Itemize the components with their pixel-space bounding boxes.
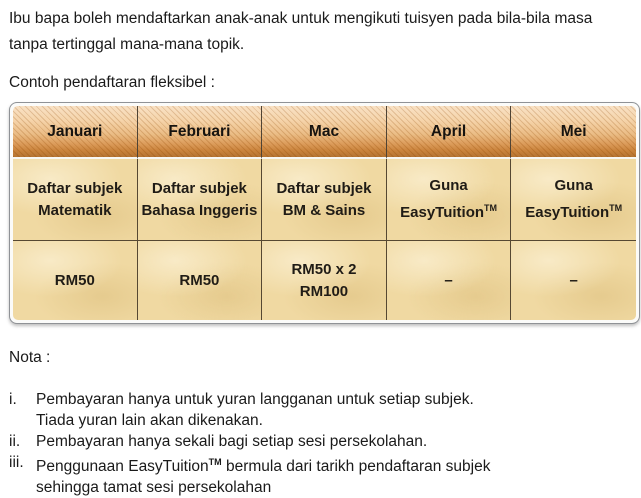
table-cell-line: Guna [429,177,468,194]
table-cell-line: Daftar subjek [27,179,123,197]
example-label: Contoh pendaftaran fleksibel : [9,74,215,91]
table-cell-line: RM50 [54,271,95,289]
table-cell-line: EasyTuition™ [525,203,623,221]
table-cell-line: Daftar subjek [151,179,247,197]
table-cell [387,241,512,320]
note-text-line: Pembayaran hanya untuk yuran langganan untuk setiap subjek. [36,391,474,408]
table-cell [511,159,636,241]
table-cell-line: RM50 x 2 [291,260,357,278]
note-text [36,431,427,452]
table-header-row [13,106,636,159]
table-body [13,159,636,320]
note-text-line: Pembayaran hanya sekali bagi setiap sesi persekolahan. [36,433,428,450]
note-text [36,452,490,498]
table-cell-line: RM50 [179,271,220,289]
table-cell-line: RM100 [299,282,349,300]
table-cell-line: Daftar subjek [276,179,372,197]
table-cell [387,159,512,241]
notes-label: Nota : [9,349,51,366]
schedule-table-frame [9,102,640,324]
note-item [9,431,631,452]
table-cell [511,241,636,320]
note-text-line: sehingga tamat sesi persekolahan [36,479,272,497]
note-text-line: Penggunaan EasyTuition™ bermula dari tarikh pendaftaran subjek [36,457,491,476]
table-cell [13,159,138,241]
note-number: iii. [9,454,24,471]
table-cell [262,159,387,241]
note-number: i. [9,391,17,408]
table-cell [13,241,138,320]
table-header-cell: Mac [262,106,387,159]
table-cell [138,241,263,320]
table-header-cell: Januari [13,106,138,159]
table-header-cell: April [387,106,512,159]
table-cell [262,241,387,320]
note-item [9,389,631,431]
table-cell-line: – [444,271,453,289]
schedule-table [13,106,636,320]
table-row [13,241,636,320]
table-row [13,159,636,241]
notes-list [9,389,631,498]
table-cell-line: Matematik [38,201,112,219]
note-text-line: Tiada yuran lain akan dikenakan. [36,412,263,429]
trademark-superscript: TM [208,457,222,467]
trademark-superscript: TM [609,203,623,213]
note-item [9,452,631,498]
table-cell [138,159,263,241]
table-header-cell: Mei [511,106,636,159]
table-cell-line: – [569,271,578,289]
note-number: ii. [9,433,21,450]
table-header-cell: Februari [138,106,263,159]
table-cell-line: EasyTuition™ [400,203,498,221]
intro-paragraph: Ibu bapa boleh mendaftarkan anak-anak untuk mengikuti tuisyen pada bila-bila masa tanpa tertinggal mana-mana topik. [9,10,593,53]
table-cell-line: BM & Sains [282,201,366,219]
table-cell-line: Bahasa Inggeris [141,201,258,219]
table-cell-line: Guna [554,177,593,194]
note-text [36,389,474,431]
trademark-superscript: TM [484,203,498,213]
